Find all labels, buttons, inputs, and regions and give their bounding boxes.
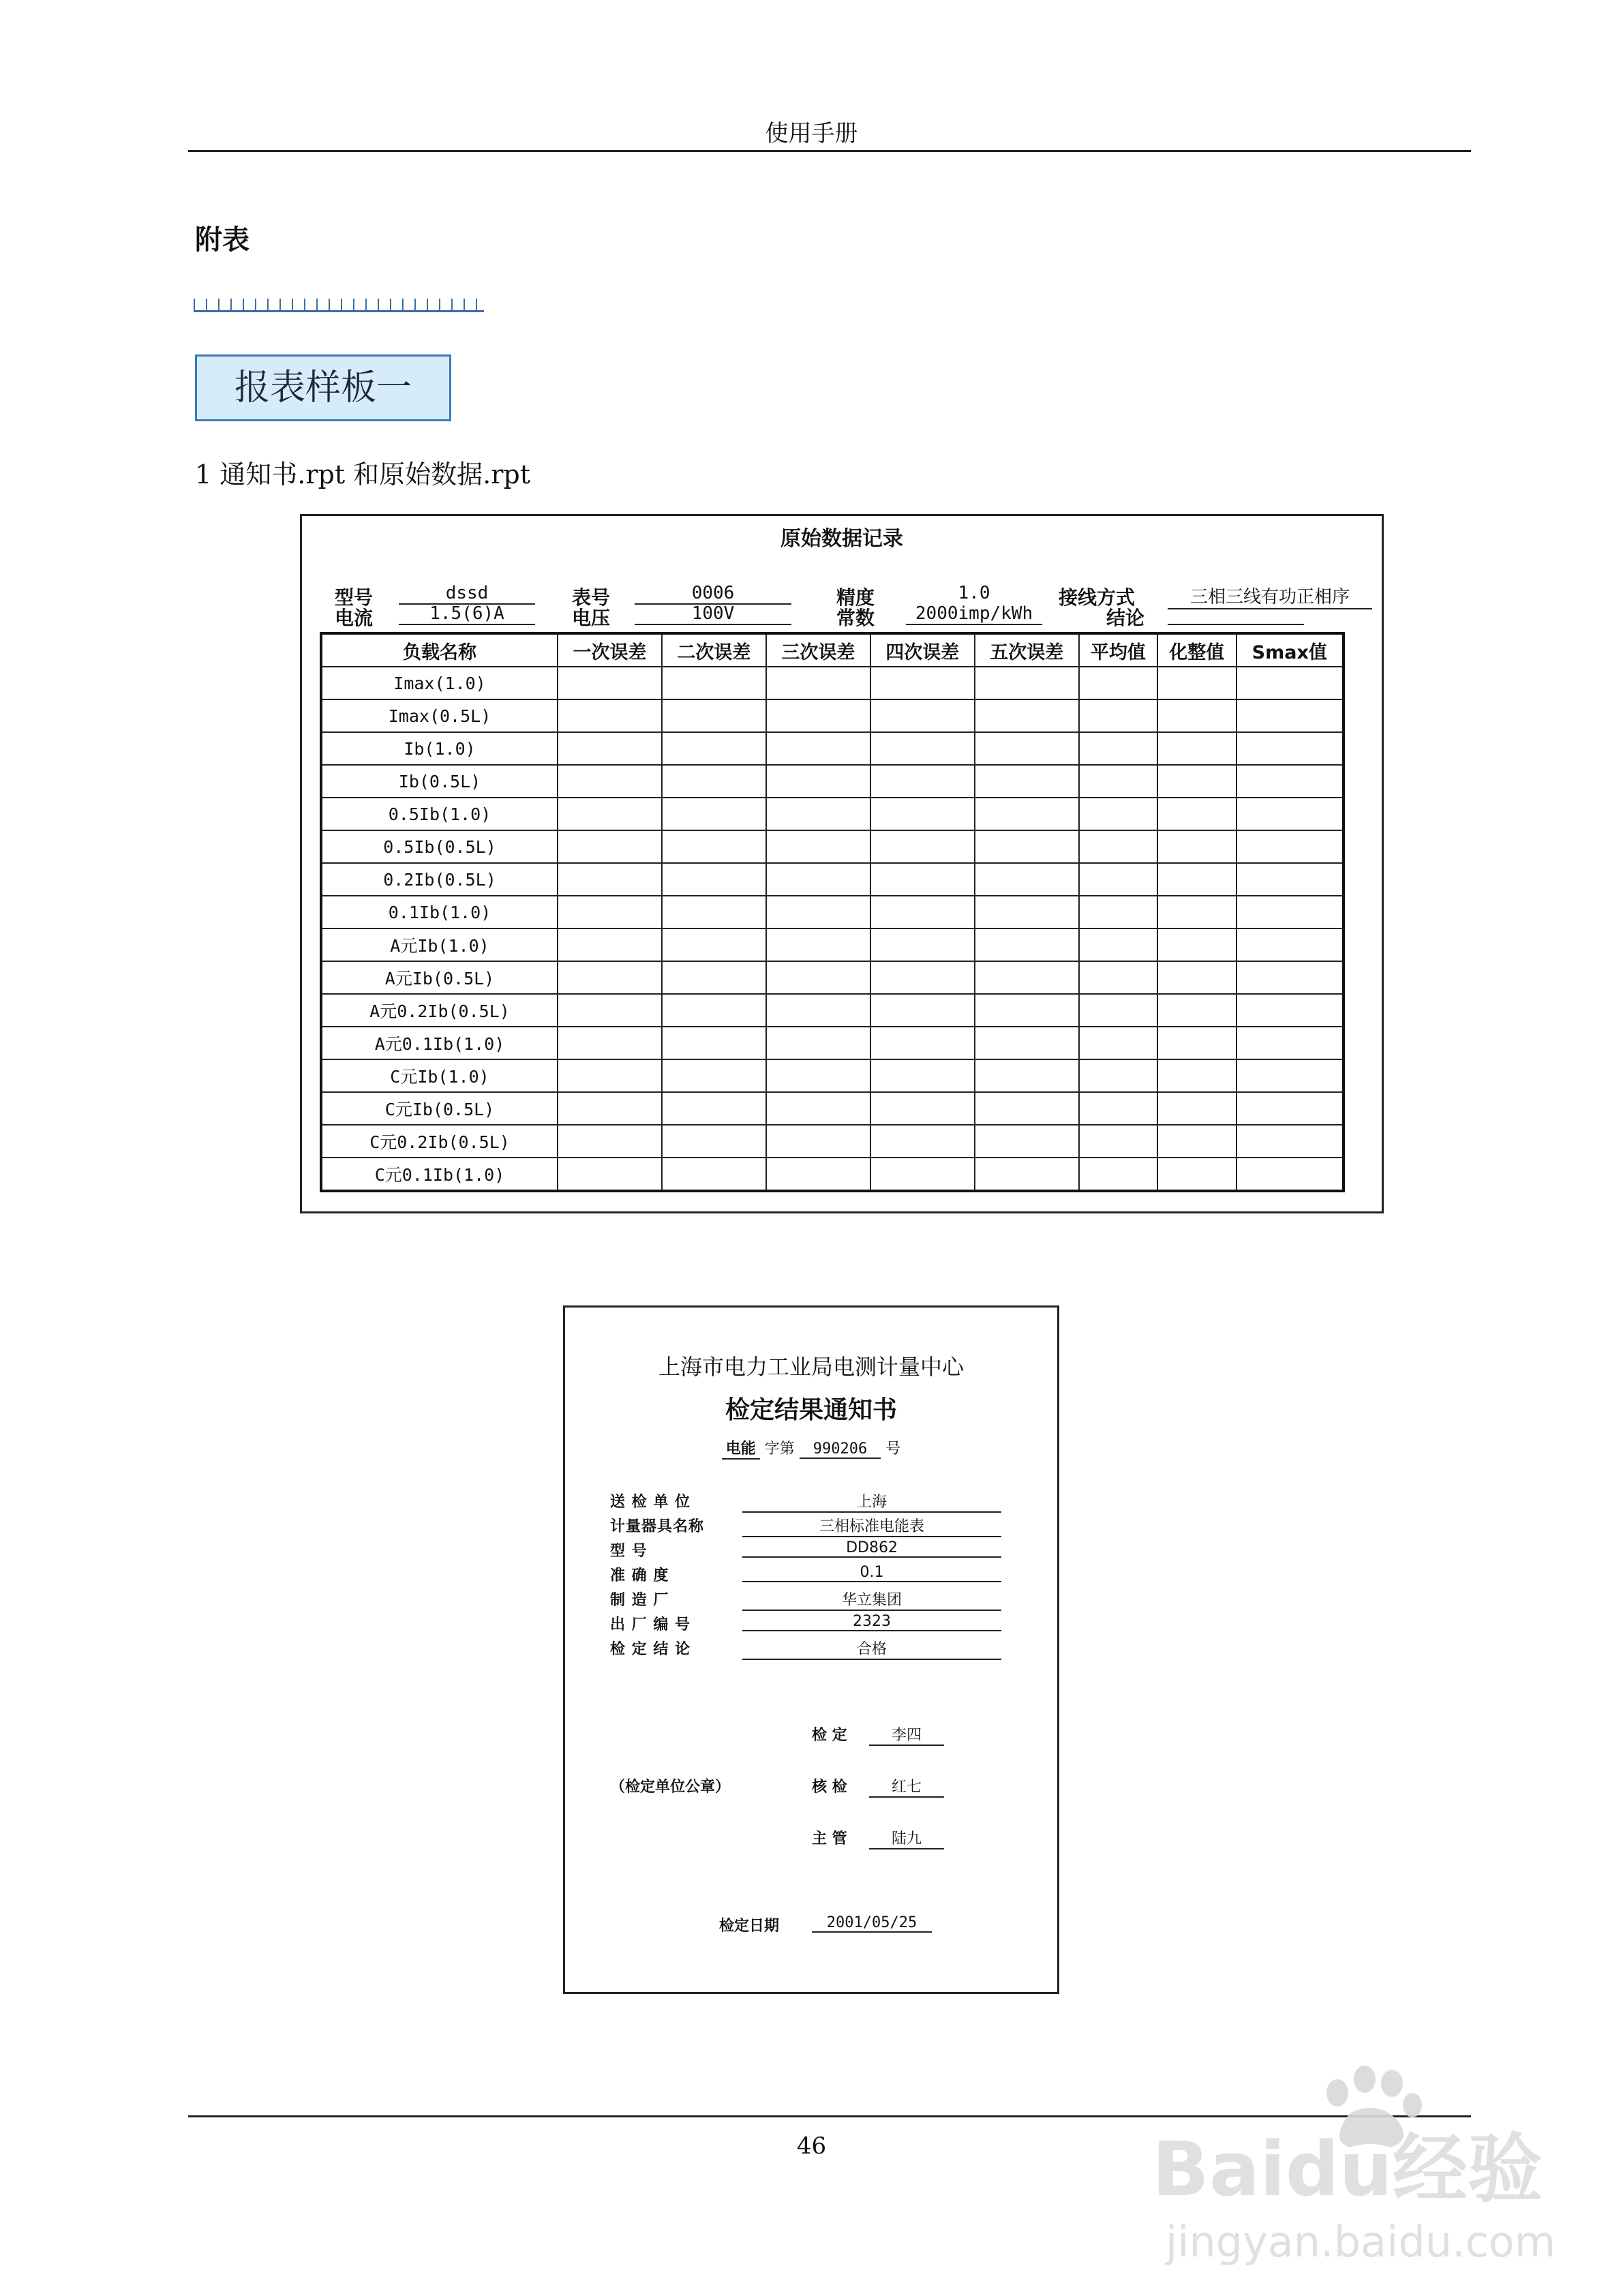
- column-header: 二次误差: [662, 633, 766, 667]
- value-cell: [870, 830, 975, 863]
- table-row: [321, 1125, 1344, 1158]
- value-cell: [1237, 1059, 1344, 1092]
- load-name-cell: 0.5Ib(0.5L): [321, 830, 558, 863]
- load-name-cell: Imax(1.0): [321, 667, 558, 699]
- template-badge: 报表样板一: [195, 354, 451, 421]
- value-cell: [766, 961, 870, 994]
- load-name-cell: 0.2Ib(0.5L): [321, 863, 558, 896]
- value-cell: [558, 994, 662, 1027]
- value-cell: [662, 961, 766, 994]
- value-cell: [975, 1158, 1079, 1191]
- table-row: [321, 667, 1344, 699]
- dotted-divider: [194, 299, 484, 312]
- verification-notice: [563, 1305, 1059, 1994]
- value-cell: [1079, 961, 1157, 994]
- value-cell: [1157, 863, 1236, 896]
- value-cell: [662, 699, 766, 732]
- value-cell: [1079, 765, 1157, 798]
- value-cell: [558, 765, 662, 798]
- value-cell: [1079, 732, 1157, 765]
- load-name-cell: Ib(1.0): [321, 732, 558, 765]
- watermark-url: jingyan.baidu.com: [1166, 2217, 1556, 2267]
- value-cell: [558, 961, 662, 994]
- value-cell: [975, 1027, 1079, 1059]
- value-cell: [1079, 863, 1157, 896]
- value-cell: [975, 732, 1079, 765]
- value-cell: [1079, 1158, 1157, 1191]
- value-cell: [1079, 928, 1157, 961]
- value-cell: [766, 896, 870, 928]
- notice-field-label: 计量器具名称: [610, 1518, 705, 1535]
- value-cell: [975, 1125, 1079, 1158]
- load-name-cell: Ib(0.5L): [321, 765, 558, 798]
- value-cell: [1237, 667, 1344, 699]
- table-row: [321, 896, 1344, 928]
- baidu-watermark: [1145, 2052, 1622, 2284]
- voltage-value: 100V: [635, 603, 791, 625]
- value-cell: [662, 765, 766, 798]
- notice-field-value: 合格: [742, 1637, 1001, 1660]
- value-cell: [1237, 830, 1344, 863]
- notice-number: [565, 1437, 1057, 1460]
- value-cell: [975, 798, 1079, 830]
- verifier-label: 核 检: [812, 1779, 847, 1796]
- notice-no-mid: 字第: [764, 1440, 795, 1457]
- value-cell: [558, 928, 662, 961]
- value-cell: [1157, 699, 1236, 732]
- value-cell: [1157, 994, 1236, 1027]
- notice-no-value: 990206: [800, 1440, 881, 1459]
- table-row: [321, 1027, 1344, 1059]
- value-cell: [558, 1158, 662, 1191]
- chief-value: 陆九: [869, 1827, 944, 1849]
- load-name-cell: 0.1Ib(1.0): [321, 896, 558, 928]
- value-cell: [975, 1059, 1079, 1092]
- value-cell: [870, 994, 975, 1027]
- value-cell: [1237, 994, 1344, 1027]
- table-row: [321, 994, 1344, 1027]
- value-cell: [766, 1092, 870, 1125]
- chief-label: 主 管: [812, 1830, 847, 1847]
- notice-field-value: DD862: [742, 1539, 1001, 1558]
- notice-field-value: 2323: [742, 1613, 1001, 1631]
- model-label: 型号: [335, 586, 374, 609]
- raw-record-title: 原始数据记录: [780, 527, 903, 551]
- load-name-cell: A元0.1Ib(1.0): [321, 1027, 558, 1059]
- meter-no-value: 0006: [635, 583, 791, 605]
- value-cell: [766, 1158, 870, 1191]
- value-cell: [558, 1125, 662, 1158]
- value-cell: [870, 1125, 975, 1158]
- load-name-cell: Imax(0.5L): [321, 699, 558, 732]
- checker-value: 李四: [869, 1723, 944, 1746]
- value-cell: [1237, 1125, 1344, 1158]
- value-cell: [1157, 961, 1236, 994]
- accuracy-label: 精度: [836, 586, 875, 609]
- value-cell: [870, 667, 975, 699]
- value-cell: [1237, 928, 1344, 961]
- value-cell: [870, 798, 975, 830]
- value-cell: [975, 896, 1079, 928]
- notice-title: 检定结果通知书: [725, 1396, 897, 1424]
- load-name-cell: 0.5Ib(1.0): [321, 798, 558, 830]
- value-cell: [662, 994, 766, 1027]
- value-cell: [558, 896, 662, 928]
- meter-no-label: 表号: [572, 586, 611, 609]
- constant-value: 2000imp/kWh: [906, 603, 1042, 625]
- value-cell: [766, 1125, 870, 1158]
- value-cell: [1079, 1059, 1157, 1092]
- value-cell: [1237, 1027, 1344, 1059]
- date-value: 2001/05/25: [812, 1914, 932, 1933]
- value-cell: [662, 863, 766, 896]
- table-row: [321, 830, 1344, 863]
- value-cell: [1157, 667, 1236, 699]
- notice-no-prefix: 电能: [722, 1437, 760, 1460]
- table-row: [321, 732, 1344, 765]
- value-cell: [870, 1092, 975, 1125]
- value-cell: [766, 798, 870, 830]
- value-cell: [870, 765, 975, 798]
- value-cell: [766, 1059, 870, 1092]
- column-header: 三次误差: [766, 633, 870, 667]
- value-cell: [975, 928, 1079, 961]
- value-cell: [662, 1027, 766, 1059]
- value-cell: [662, 1158, 766, 1191]
- value-cell: [1237, 699, 1344, 732]
- notice-field-label: 制 造 厂: [610, 1592, 669, 1609]
- value-cell: [1079, 994, 1157, 1027]
- value-cell: [1237, 961, 1344, 994]
- value-cell: [1157, 1059, 1236, 1092]
- raw-data-record: [300, 514, 1384, 1213]
- value-cell: [558, 667, 662, 699]
- value-cell: [766, 994, 870, 1027]
- constant-label: 常数: [836, 607, 875, 629]
- value-cell: [766, 732, 870, 765]
- value-cell: [975, 1092, 1079, 1125]
- value-cell: [766, 765, 870, 798]
- section-title: 附表: [195, 224, 249, 256]
- table-row: [321, 1059, 1344, 1092]
- value-cell: [662, 830, 766, 863]
- table-row: [321, 765, 1344, 798]
- table-row: [321, 699, 1344, 732]
- load-name-cell: C元0.1Ib(1.0): [321, 1158, 558, 1191]
- value-cell: [558, 830, 662, 863]
- value-cell: [1079, 896, 1157, 928]
- value-cell: [766, 863, 870, 896]
- notice-field-label: 出 厂 编 号: [610, 1616, 691, 1633]
- value-cell: [1079, 1092, 1157, 1125]
- value-cell: [1237, 798, 1344, 830]
- value-cell: [1079, 699, 1157, 732]
- value-cell: [1079, 1027, 1157, 1059]
- load-name-cell: A元Ib(1.0): [321, 928, 558, 961]
- value-cell: [558, 863, 662, 896]
- value-cell: [1157, 798, 1236, 830]
- column-header: 五次误差: [975, 633, 1079, 667]
- value-cell: [766, 699, 870, 732]
- voltage-label: 电压: [572, 607, 611, 629]
- value-cell: [1157, 830, 1236, 863]
- load-name-cell: C元Ib(0.5L): [321, 1092, 558, 1125]
- value-cell: [1157, 896, 1236, 928]
- column-header: 一次误差: [558, 633, 662, 667]
- value-cell: [558, 732, 662, 765]
- load-name-cell: C元0.2Ib(0.5L): [321, 1125, 558, 1158]
- column-header: Smax值: [1237, 633, 1344, 667]
- value-cell: [1237, 1158, 1344, 1191]
- value-cell: [870, 699, 975, 732]
- verifier-value: 红七: [869, 1775, 944, 1798]
- value-cell: [662, 732, 766, 765]
- value-cell: [870, 928, 975, 961]
- table-row: [321, 961, 1344, 994]
- table-row: [321, 1092, 1344, 1125]
- value-cell: [870, 732, 975, 765]
- load-name-cell: A元Ib(0.5L): [321, 961, 558, 994]
- value-cell: [975, 961, 1079, 994]
- value-cell: [662, 667, 766, 699]
- notice-field-value: 上海: [742, 1490, 1001, 1513]
- value-cell: [1157, 1027, 1236, 1059]
- running-header: 使用手册: [765, 120, 858, 147]
- conclusion-value: [1168, 603, 1304, 625]
- column-header: 平均值: [1079, 633, 1157, 667]
- value-cell: [1157, 732, 1236, 765]
- value-cell: [662, 1092, 766, 1125]
- table-row: [321, 1158, 1344, 1191]
- load-name-cell: C元Ib(1.0): [321, 1059, 558, 1092]
- notice-org: 上海市电力工业局电测计量中心: [658, 1354, 964, 1380]
- wiring-value: 三相三线有功正相序: [1168, 583, 1372, 609]
- value-cell: [662, 1125, 766, 1158]
- value-cell: [1157, 1125, 1236, 1158]
- notice-field-value: 华立集团: [742, 1588, 1001, 1611]
- value-cell: [1157, 928, 1236, 961]
- current-value: 1.5(6)A: [399, 603, 535, 625]
- value-cell: [1079, 1125, 1157, 1158]
- value-cell: [1237, 1092, 1344, 1125]
- value-cell: [662, 928, 766, 961]
- accuracy-value: 1.0: [958, 583, 990, 603]
- notice-field-label: 型 号: [610, 1543, 648, 1560]
- value-cell: [870, 863, 975, 896]
- value-cell: [1237, 896, 1344, 928]
- value-cell: [1157, 1158, 1236, 1191]
- notice-field-label: 送 检 单 位: [610, 1494, 691, 1511]
- value-cell: [558, 1092, 662, 1125]
- value-cell: [975, 667, 1079, 699]
- notice-field-value: 三相标准电能表: [742, 1515, 1001, 1537]
- notice-field-label: 准 确 度: [610, 1567, 669, 1584]
- value-cell: [975, 994, 1079, 1027]
- conclusion-label: 结论: [1106, 607, 1145, 629]
- table-row: [321, 863, 1344, 896]
- value-cell: [870, 961, 975, 994]
- header-rule: [188, 150, 1471, 152]
- column-header: 负载名称: [321, 633, 558, 667]
- value-cell: [1237, 765, 1344, 798]
- notice-no-suffix: 号: [885, 1440, 901, 1457]
- value-cell: [975, 830, 1079, 863]
- value-cell: [1157, 765, 1236, 798]
- value-cell: [975, 699, 1079, 732]
- model-value: dssd: [399, 583, 535, 605]
- value-cell: [662, 798, 766, 830]
- value-cell: [1237, 732, 1344, 765]
- column-header: 四次误差: [870, 633, 975, 667]
- page-number: 46: [796, 2132, 827, 2160]
- wiring-label: 接线方式: [1059, 586, 1136, 609]
- value-cell: [766, 830, 870, 863]
- value-cell: [1079, 830, 1157, 863]
- date-label: 检定日期: [719, 1918, 780, 1935]
- checker-label: 检 定: [812, 1727, 847, 1744]
- notice-field-value: 0.1: [742, 1564, 1001, 1582]
- baidu-paw-icon: [1145, 2052, 1622, 2284]
- value-cell: [662, 896, 766, 928]
- caption-text: 1 通知书.rpt 和原始数据.rpt: [195, 459, 531, 489]
- value-cell: [766, 1027, 870, 1059]
- current-label: 电流: [335, 607, 374, 629]
- raw-data-table: [320, 632, 1345, 1192]
- value-cell: [870, 1059, 975, 1092]
- value-cell: [870, 1027, 975, 1059]
- table-row: [321, 798, 1344, 830]
- value-cell: [1157, 1092, 1236, 1125]
- value-cell: [558, 1027, 662, 1059]
- value-cell: [766, 928, 870, 961]
- value-cell: [1237, 863, 1344, 896]
- value-cell: [662, 1059, 766, 1092]
- table-row: [321, 928, 1344, 961]
- value-cell: [558, 1059, 662, 1092]
- value-cell: [558, 699, 662, 732]
- value-cell: [558, 798, 662, 830]
- notice-field-label: 检 定 结 论: [610, 1641, 691, 1658]
- value-cell: [1079, 667, 1157, 699]
- load-name-cell: A元0.2Ib(0.5L): [321, 994, 558, 1027]
- value-cell: [766, 667, 870, 699]
- column-header: 化整值: [1157, 633, 1236, 667]
- value-cell: [1079, 798, 1157, 830]
- value-cell: [870, 1158, 975, 1191]
- watermark-brand: Baidu经验: [1152, 2126, 1543, 2213]
- value-cell: [870, 896, 975, 928]
- seal-text: （检定单位公章）: [610, 1779, 731, 1796]
- value-cell: [975, 863, 1079, 896]
- table-header-row: [321, 633, 1344, 667]
- value-cell: [975, 765, 1079, 798]
